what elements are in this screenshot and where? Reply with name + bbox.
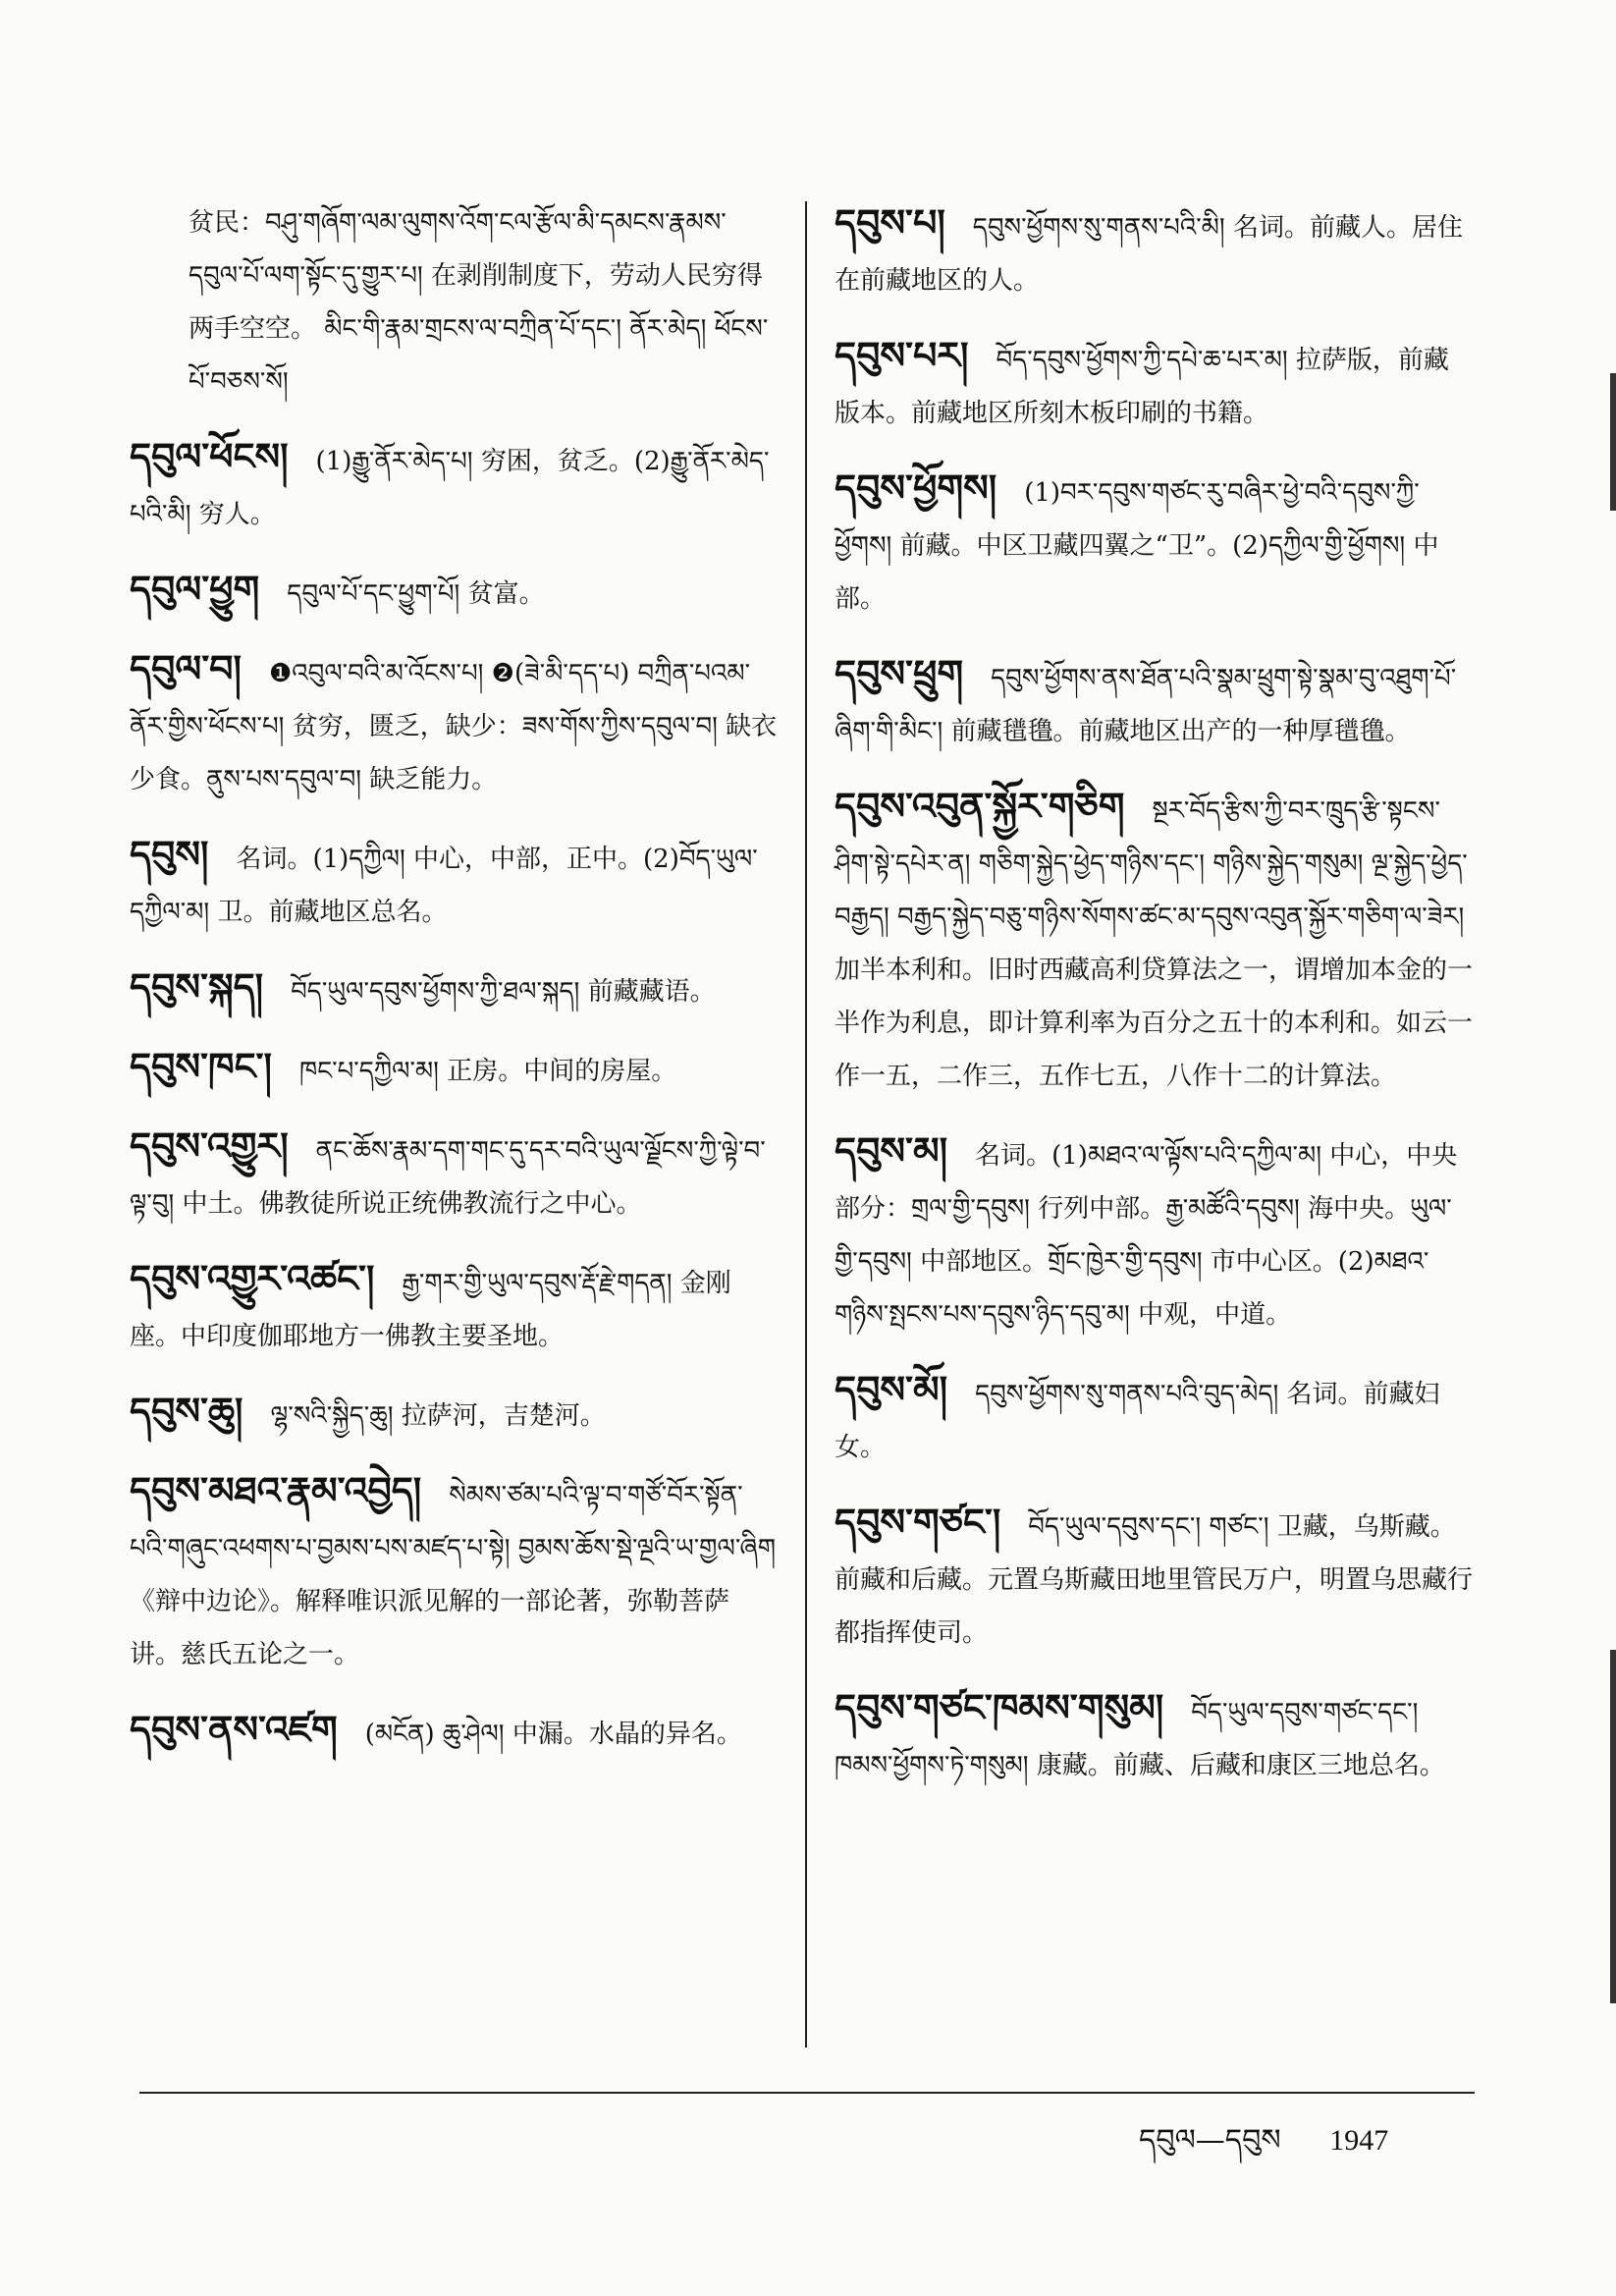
headword: དབུས་མཐའ་རྣམ་འབྱེད། — [130, 1469, 422, 1512]
entry-body: ❶འབུལ་བའི་མ་འོངས་པ། ❷(ཟེ་མི་དད་པ) བཀྲིན་པའམ་ནོར་གྱིས་ཕོངས་པ། 贫穷，匮乏，缺少：ཟས་གོས་ཀྱིས་དབུལ་བ། 缺衣少食。ནུས་པས་དབུལ་བ། 缺乏能力。 — [130, 659, 778, 794]
headword: དབུལ་ཕོངས། — [130, 435, 289, 478]
footer-rule — [139, 2092, 1475, 2094]
headword: དབུས་མ། — [835, 1129, 948, 1173]
dictionary-entry — [835, 1496, 1473, 1660]
headword: དབུས་པ། — [835, 201, 945, 245]
entry-body: དབུལ་པོ་དང་ཕྱུག་པོ། 贫富。 — [287, 579, 545, 609]
entry-body: དབུས་ཕྱོགས་ནས་ཐོན་པའི་སྣམ་ཕྲུག་སྟེ་སྣམ་བུ་འཐུག་པོ་ཞིག་གི་མིང་། 前藏氆氇。前藏地区出产的一种厚氆氇。 — [835, 664, 1457, 746]
entry-body: བོད་ཡུལ་དབུས་དང་། གཙང་། 卫藏，乌斯藏。前藏和后藏。元置乌斯藏田地里管民万户，明置乌思藏行都指挥使司。 — [835, 1512, 1474, 1648]
scan-edge-mark — [1610, 1650, 1616, 2003]
footer-range: དབུལ—དབུས — [1139, 2123, 1281, 2158]
dictionary-entry — [835, 329, 1473, 440]
headword: དབུས་འབུན་སྐྱོར་གཅིག — [835, 785, 1125, 828]
headword: དབུས་ནས་འཛག — [130, 1708, 338, 1751]
entry-continued — [130, 196, 778, 409]
dictionary-entry — [835, 1124, 1473, 1341]
headword: དབུས་འགྱུར་འཚང་། — [130, 1257, 375, 1300]
entry-body: 名词。(1)མཐའ་ལ་ལྟོས་པའི་དཀྱིལ་མ། 中心，中央部分：གྲལ་གྱི་དབུས། 行列中部。རྒྱ་མཚོའི་དབུས། 海中央。ཡུལ་གྱི་དབུས། 中部地区。གྲོང་ཁྱེར་གྱི་དབུས། 市中心区。(2)མཐའ་གཉིས་སྤངས་པས་དབུས་ཉིད་དབུ་མ། 中观，中道。 — [835, 1141, 1458, 1330]
entry-body: བོད་ཡུལ་དབུས་གཙང་དང་། ཁམས་ཕྱོགས་ཏེ་གསུམ། 康藏。前藏、后藏和康区三地总名。 — [835, 1698, 1445, 1780]
page-footer — [1139, 2107, 1388, 2190]
dictionary-entry — [130, 1040, 778, 1098]
left-column — [130, 196, 778, 1782]
headword: དབུས་གཙང་ཁམས་གསུམ། — [835, 1686, 1164, 1729]
dictionary-entry — [130, 1385, 778, 1443]
entry-body: (1)བར་དབུས་གཙང་རུ་བཞིར་ཕྱེ་བའི་དབུས་ཀྱི་ཕྱོགས། 前藏。中区卫藏四翼之“卫”。(2)དཀྱིལ་གྱི་ཕྱོགས། 中部。 — [835, 478, 1439, 614]
headword: དབུས་ཕྱོགས། — [835, 466, 997, 510]
entry-body: དབུས་ཕྱོགས་སུ་གནས་པའི་བུད་མེད། 名词。前藏妇女。 — [835, 1380, 1440, 1462]
dictionary-entry — [130, 828, 778, 939]
entry-body: རྒྱ་གར་གྱི་ཡུལ་དབུས་རྡོ་རྗེ་གདན། 金刚座。中印度伽耶地方一佛教主要圣地。 — [130, 1269, 731, 1351]
dictionary-entry — [835, 780, 1473, 1103]
dictionary-entry — [130, 642, 778, 806]
dictionary-entry — [130, 1252, 778, 1363]
dictionary-entry — [130, 563, 778, 621]
dictionary-entry — [130, 430, 778, 541]
page-number: 1947 — [1329, 2124, 1389, 2157]
dictionary-entry — [130, 1120, 778, 1230]
entry-body: ཁང་པ་དཀྱིལ་མ། 正房。中间的房屋。 — [298, 1057, 677, 1086]
entry-body: ནང་ཆོས་རྣམ་དག་གང་དུ་དར་བའི་ཡུལ་ལྗོངས་ཀྱི་ལྟེ་བ་ལྟ་བུ། 中土。佛教徒所说正统佛教流行之中心。 — [130, 1136, 766, 1219]
headword: དབུས། — [130, 833, 209, 876]
headword: དབུལ་ཕྱུག — [130, 568, 260, 611]
dictionary-entry — [130, 1464, 778, 1681]
entry-body: བོད་དབུས་ཕྱོགས་ཀྱི་དཔེ་ཆ་པར་མ། 拉萨版，前藏版本。前藏地区所刻木板印刷的书籍。 — [835, 346, 1449, 428]
dictionary-entry — [130, 1703, 778, 1761]
entry-body: སྔར་བོད་རྩིས་ཀྱི་བར་ཁྲུད་རྩི་སྟངས་ཤིག་སྟེ་དཔེར་ན། གཅིག་སྐྱེད་ཕྱེད་གཉིས་དང་། གཉིས་སྐྱེད་གསུམ། ལྔ་སྐྱེད་ཕྱེད་བརྒྱད། བརྒྱད་སྐྱེད་བཅུ་གཉིས་སོགས་ཚང་མ་དབུས་འབུན་སྐྱོར་གཅིག་ལ་ཟེར། 加半本利和。旧时西藏高利贷算法之一，谓增加本金的一半作为利息，即计算利率为百分之五十的本利和。如云一作一五，二作三，五作七五，八作十二的计算法。 — [835, 796, 1474, 1091]
entry-body: དབུས་ཕྱོགས་སུ་གནས་པའི་མི། 名词。前藏人。居住在前藏地区的人。 — [835, 213, 1463, 296]
dictionary-entry — [835, 462, 1473, 626]
entry-body: (1)རྒྱུ་ནོར་མེད་པ། 穷困，贫乏。(2)རྒྱུ་ནོར་མེད་པའི་མི། 穷人。 — [130, 447, 770, 529]
headword: དབུས་ཆུ། — [130, 1390, 243, 1433]
dictionary-entry — [835, 647, 1473, 758]
dictionary-entry — [130, 960, 778, 1018]
entry-body: 贫民：བཤུ་གཞོག་ལམ་ལུགས་འོག་ངལ་རྩོལ་མི་དམངས་རྣམས་དབུལ་པོ་ལག་སྟོང་དུ་གྱུར་པ། 在剥削制度下，劳动人民穷得两手空空。 མིང་གི་རྣམ་གྲངས་ལ་བཀྲིན་པོ་དང་། ནོར་མེད། ཕོངས་པོ་བཅས་སོ། — [189, 208, 769, 397]
dictionary-entry — [835, 196, 1473, 307]
headword: དབུས་ཕྲུག — [835, 652, 964, 695]
entry-body: བོད་ཡུལ་དབུས་ཕྱོགས་ཀྱི་ཐལ་སྐད། 前藏藏语。 — [291, 977, 716, 1007]
headword: དབུས་འགྱུར། — [130, 1124, 289, 1168]
headword: དབུས་མོ། — [835, 1368, 948, 1411]
column-divider — [805, 201, 807, 2048]
entry-body: 名词。(1)དཀྱིལ། 中心，中部，正中。(2)བོད་ཡུལ་དཀྱིལ་མ། 卫。前藏地区总名。 — [130, 845, 758, 927]
headword: དབུས་སྐད། — [130, 965, 264, 1009]
dictionary-entry — [835, 1681, 1473, 1792]
headword: དབུལ་བ། — [130, 647, 242, 690]
scan-edge-mark — [1610, 373, 1616, 511]
right-column — [835, 196, 1473, 1814]
headword: དབུས་པར། — [835, 334, 969, 377]
entry-body: སེམས་ཙམ་པའི་ལྟ་བ་གཙོ་བོར་སྟོན་པའི་གཞུང་འཕགས་པ་བྱམས་པས་མཛད་པ་སྟེ། བྱམས་ཆོས་སྡེ་ལྔའི་ཡ་གྱལ་ཞིག 《辩中边论》。解释唯识派见解的一部论著，弥勒菩萨讲。慈氏五论之一。 — [130, 1481, 777, 1669]
headword: དབུས་གཙང་། — [835, 1501, 1001, 1544]
headword: དབུས་ཁང་། — [130, 1045, 272, 1088]
dictionary-entry — [835, 1363, 1473, 1474]
entry-body: (མངོན) ཆུ་ཤེལ། 中漏。水晶的异名。 — [364, 1720, 742, 1749]
entry-body: ལྷ་སའི་སྐྱིད་ཆུ། 拉萨河，吉楚河。 — [270, 1401, 606, 1431]
